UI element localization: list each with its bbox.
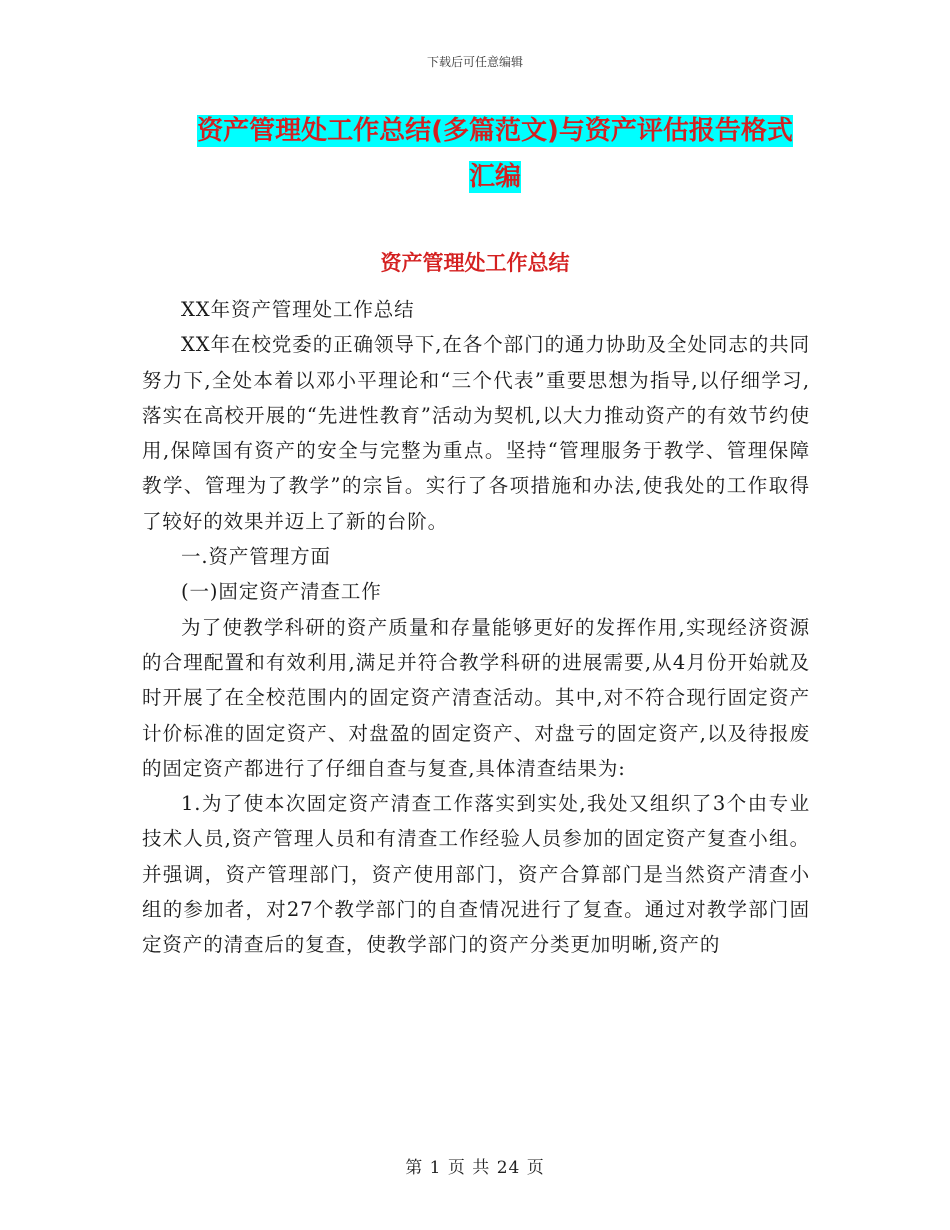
- header-note: 下载后可任意编辑: [426, 55, 523, 69]
- title-line-2: 汇编: [468, 162, 521, 192]
- body-text: [142, 292, 810, 963]
- paragraph: (一)固定资产清查工作: [181, 580, 382, 604]
- document-title: [140, 108, 850, 200]
- title-line-1: 资产管理处工作总结(多篇范文)与资产评估报告格式: [197, 116, 793, 146]
- paragraph: XX年资产管理处工作总结: [181, 298, 415, 321]
- paragraph: 一.资产管理方面: [181, 545, 331, 569]
- paragraph: 为了使教学科研的资产质量和存量能够更好的发挥作用,实现经济资源的合理配置和有效利用,满足并符合教学科研的进展需要,从4月份开始就及时开展了在全校范围内的固定资产清查活动。其中,对不符合现行固定资产计价标准的固定资产、对盘盈的固定资产、对盘亏的固定资产,以及待报废的固定资产都进行了仔细自查与复查,具体清查结果为:: [142, 615, 810, 780]
- paragraph: XX年在校党委的正确领导下,在各个部门的通力协助及全处同志的共同努力下,全处本着以邓小平理论和“三个代表”重要思想为指导,以仔细学习,落实在高校开展的“先进性教育”活动为契机,以大力推动资产的有效节约使用,保障国有资产的安全与完整为重点。坚持“管理服务于教学、管理保障教学、管理为了教学”的宗旨。实行了各项措施和办法,使我处的工作取得了较好的效果并迈上了新的台阶。: [142, 333, 810, 533]
- page-footer: 第 1 页 共 24 页: [405, 1158, 545, 1178]
- section-title: 资产管理处工作总结: [380, 251, 570, 275]
- paragraph: 1.为了使本次固定资产清查工作落实到实处,我处又组织了3个由专业技术人员,资产管理人员和有清查工作经验人员参加的固定资产复查小组。并强调，资产管理部门，资产使用部门，资产合算部门是当然资产清查小组的参加者，对27个教学部门的自查情况进行了复查。通过对教学部门固定资产的清查后的复查，使教学部门的资产分类更加明晰,资产的: [142, 792, 810, 957]
